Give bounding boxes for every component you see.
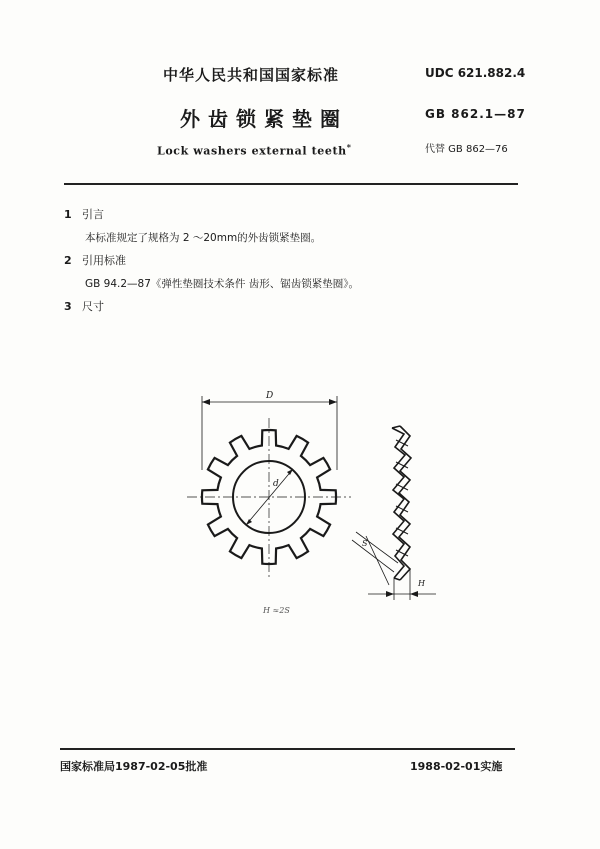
section-3-title: 尺寸: [82, 300, 104, 313]
D-arrow-right: [329, 399, 337, 405]
footer-rule: [60, 748, 515, 750]
section-1-body: 本标准规定了规格为 2 ～20mm的外齿锁紧垫圈。: [85, 232, 322, 244]
section-1-title: 引言: [82, 208, 104, 221]
replaces-note: 代替 GB 862—76: [425, 144, 508, 155]
standard-title-cn: 外齿锁紧垫圈: [180, 107, 348, 131]
title-en-mark: *: [346, 142, 352, 152]
H-arrow-1: [386, 591, 394, 597]
approval-date: 国家标准局1987-02-05批准: [60, 760, 208, 773]
implementation-date: 1988-02-01实施: [410, 760, 503, 773]
d-arrow-1: [287, 469, 293, 475]
gb-number: GB 862.1—87: [425, 107, 526, 121]
udc-code: UDC 621.882.4: [425, 66, 526, 80]
washer-side-view: [392, 426, 411, 580]
label-outer-diameter: D: [266, 391, 274, 401]
S-dimension-line: [366, 536, 389, 585]
label-height: H: [418, 579, 425, 588]
section-2-title: 引用标准: [82, 254, 126, 267]
d-arrow-2: [246, 519, 252, 525]
label-thickness: S: [362, 539, 368, 548]
section-2-body: GB 94.2—87《弹性垫圈技术条件 齿形、锯齿锁紧垫圈》。: [85, 278, 360, 290]
section-2-number: 2: [64, 254, 72, 267]
label-inner-diameter: d: [273, 479, 279, 489]
section-3-number: 3: [64, 300, 72, 313]
D-arrow-left: [202, 399, 210, 405]
section-1-number: 1: [64, 208, 72, 221]
title-en-text: Lock washers external teeth: [157, 144, 347, 158]
H-arrow-2: [410, 591, 418, 597]
drawing-caption: H ≈2S: [263, 606, 290, 615]
issuing-body-title: 中华人民共和国国家标准: [163, 66, 340, 84]
